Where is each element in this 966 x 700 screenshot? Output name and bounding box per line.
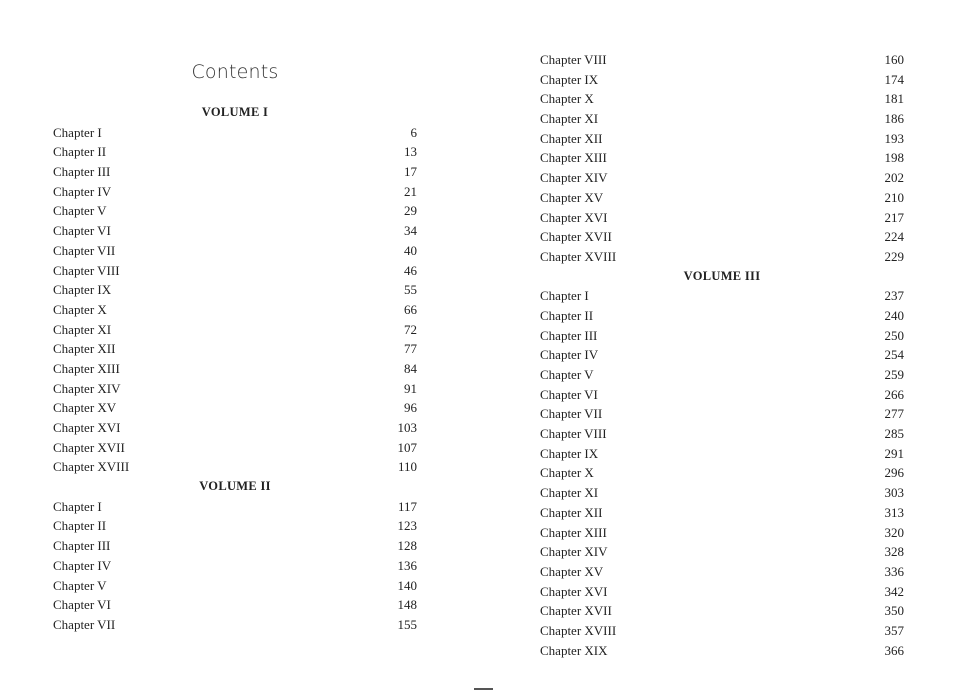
page-number: 266	[884, 386, 904, 402]
toc-entry[interactable]	[53, 142, 417, 162]
page-number: 291	[884, 445, 904, 461]
toc-entry[interactable]	[540, 129, 904, 149]
toc-entry[interactable]	[540, 188, 904, 208]
toc-entry[interactable]	[540, 148, 904, 168]
chapter-label: Chapter II	[53, 518, 107, 534]
volume-heading: VOLUME II	[199, 479, 271, 494]
page-title: Contents	[191, 61, 279, 83]
chapter-label: Chapter XVII	[540, 229, 612, 245]
page-number: 160	[884, 52, 904, 67]
page-number: 66	[404, 301, 417, 317]
toc-entry[interactable]	[53, 261, 417, 281]
chapter-label: Chapter VII	[540, 406, 603, 422]
chapter-label: Chapter XII	[540, 130, 603, 146]
chapter-label: Chapter X	[540, 465, 594, 481]
chapter-label: Chapter XIV	[53, 380, 121, 396]
toc-entry[interactable]	[540, 385, 904, 405]
toc-entry[interactable]	[53, 438, 417, 458]
toc-entry[interactable]	[53, 162, 417, 182]
toc-entry[interactable]	[53, 556, 417, 576]
chapter-label: Chapter IX	[53, 282, 112, 298]
chapter-label: Chapter X	[53, 301, 107, 317]
toc-entry[interactable]	[540, 542, 904, 562]
chapter-label: Chapter VI	[540, 386, 598, 402]
chapter-label: Chapter III	[540, 327, 598, 343]
page-number: 357	[884, 622, 904, 638]
page-number: 237	[884, 288, 904, 304]
chapter-label: Chapter VIII	[540, 426, 607, 442]
chapter-label: Chapter XV	[540, 189, 604, 205]
toc-entry[interactable]	[53, 536, 417, 556]
toc-entry[interactable]	[53, 359, 417, 379]
page-number: 155	[397, 616, 417, 632]
page-number: 217	[884, 209, 904, 225]
chapter-label: Chapter XVII	[540, 603, 612, 619]
page-number: 96	[404, 400, 417, 416]
page-number: 366	[884, 642, 904, 658]
toc-entry[interactable]	[540, 424, 904, 444]
toc-entry[interactable]	[540, 463, 904, 483]
chapter-label: Chapter XI	[53, 321, 112, 337]
chapter-label: Chapter IV	[540, 347, 599, 363]
chapter-label: Chapter VI	[53, 223, 111, 239]
toc-entry[interactable]	[540, 483, 904, 503]
toc-entry[interactable]	[53, 595, 417, 615]
page-number: 13	[404, 144, 417, 160]
chapter-label: Chapter VI	[53, 597, 111, 613]
page-number: 34	[404, 223, 417, 239]
chapter-label: Chapter XV	[540, 563, 604, 579]
page-number: 91	[404, 380, 417, 396]
toc-entry[interactable]	[540, 601, 904, 621]
chapter-label: Chapter V	[53, 577, 107, 593]
toc-entry[interactable]	[540, 345, 904, 365]
chapter-label: Chapter XII	[53, 341, 116, 357]
chapter-label: Chapter IV	[53, 557, 112, 573]
page-number: 198	[884, 150, 904, 166]
chapter-label: Chapter VII	[53, 242, 116, 258]
chapter-label: Chapter III	[53, 164, 111, 180]
page-number: 117	[397, 498, 417, 514]
toc-entry[interactable]	[53, 339, 417, 359]
chapter-label: Chapter XIX	[540, 642, 608, 658]
page-number: 72	[404, 321, 417, 337]
page-number: 110	[397, 459, 417, 475]
page-number: 40	[404, 242, 417, 258]
chapter-label: Chapter I	[540, 288, 589, 304]
volume-heading: VOLUME III	[683, 268, 761, 283]
toc-entry[interactable]	[540, 50, 904, 70]
toc-entry[interactable]	[540, 404, 904, 424]
toc-entry[interactable]	[540, 641, 904, 661]
chapter-label: Chapter XIII	[53, 360, 120, 376]
toc-entry[interactable]	[53, 398, 417, 418]
chapter-label: Chapter I	[53, 124, 102, 140]
page-number: 202	[884, 170, 904, 186]
chapter-label: Chapter I	[53, 498, 102, 514]
chapter-label: Chapter XII	[540, 504, 603, 520]
chapter-label: Chapter XVI	[540, 209, 608, 225]
toc-entry[interactable]	[53, 182, 417, 202]
chapter-label: Chapter VIII	[540, 52, 607, 67]
page-number: 6	[410, 124, 417, 140]
toc-list-right	[540, 50, 904, 660]
page-number: 303	[884, 485, 904, 501]
page-number: 21	[404, 183, 417, 199]
chapter-label: Chapter XV	[53, 400, 117, 416]
page-number: 136	[397, 557, 417, 573]
toc-entry[interactable]	[53, 201, 417, 221]
page-number: 107	[397, 439, 417, 455]
chapter-label: Chapter IX	[540, 445, 599, 461]
page-number: 17	[404, 164, 417, 180]
page-number: 181	[884, 91, 904, 107]
page-number: 229	[884, 248, 904, 264]
toc-entry[interactable]	[53, 516, 417, 536]
chapter-label: Chapter XVII	[53, 439, 125, 455]
toc-entry[interactable]	[540, 503, 904, 523]
chapter-label: Chapter IX	[540, 71, 599, 87]
chapter-label: Chapter XI	[540, 111, 599, 127]
chapter-label: Chapter V	[540, 367, 594, 382]
page-number: 174	[884, 71, 904, 87]
chapter-label: Chapter V	[53, 203, 107, 219]
toc-entry[interactable]	[53, 280, 417, 300]
toc-entry[interactable]	[53, 379, 417, 399]
toc-entry[interactable]	[540, 109, 904, 129]
toc-entry[interactable]	[540, 444, 904, 464]
toc-entry[interactable]	[53, 320, 417, 340]
page-number: 193	[884, 130, 904, 146]
page-number: 285	[884, 426, 904, 442]
page-number: 250	[884, 327, 904, 343]
chapter-label: Chapter XIII	[540, 524, 607, 540]
toc-entry[interactable]	[53, 241, 417, 261]
page-number: 186	[884, 111, 904, 127]
toc-entry[interactable]	[540, 365, 904, 385]
toc-entry[interactable]	[540, 326, 904, 346]
toc-entry[interactable]	[540, 562, 904, 582]
page-number: 350	[884, 603, 904, 619]
page-number: 128	[397, 538, 417, 554]
toc-entry[interactable]	[53, 576, 417, 596]
toc-entry[interactable]	[540, 306, 904, 326]
page-number: 103	[397, 420, 417, 435]
page-number: 336	[884, 563, 904, 579]
page-number: 55	[404, 282, 417, 298]
chapter-label: Chapter II	[540, 307, 594, 323]
toc-entry[interactable]	[540, 70, 904, 90]
page-number: 240	[884, 307, 904, 323]
page-number: 140	[397, 577, 417, 593]
chapter-label: Chapter VIII	[53, 262, 120, 278]
chapter-label: Chapter X	[540, 91, 594, 107]
toc-entry[interactable]	[53, 497, 417, 517]
toc-entry[interactable]	[53, 457, 417, 477]
toc-entry[interactable]	[53, 418, 417, 438]
page-number: 46	[404, 262, 417, 278]
volume-heading: VOLUME I	[201, 105, 269, 119]
toc-entry[interactable]	[540, 523, 904, 543]
page-number: 123	[397, 518, 417, 534]
toc-entry[interactable]	[540, 582, 904, 602]
toc-entry[interactable]	[540, 168, 904, 188]
chapter-label: Chapter XVIII	[53, 459, 130, 475]
page-number: 259	[884, 367, 904, 382]
page-number: 254	[884, 347, 904, 363]
page-number: 313	[884, 504, 904, 520]
toc-entry[interactable]	[53, 221, 417, 241]
page-number: 296	[884, 465, 904, 481]
toc-entry[interactable]	[540, 89, 904, 109]
toc-entry[interactable]	[540, 621, 904, 641]
page-footer-mark	[474, 688, 493, 690]
chapter-label: Chapter XIII	[540, 150, 607, 166]
chapter-label: Chapter XVI	[540, 583, 608, 599]
chapter-label: Chapter XI	[540, 485, 599, 501]
chapter-label: Chapter XIV	[540, 170, 608, 186]
chapter-label: Chapter XVIII	[540, 248, 617, 264]
page-number: 328	[884, 544, 904, 560]
toc-entry[interactable]	[53, 615, 417, 635]
page-number: 320	[884, 524, 904, 540]
chapter-label: Chapter VII	[53, 616, 116, 632]
page-number: 29	[404, 203, 417, 219]
toc-entry[interactable]	[540, 227, 904, 247]
chapter-label: Chapter XVI	[53, 420, 121, 435]
chapter-label: Chapter III	[53, 538, 111, 554]
chapter-label: Chapter IV	[53, 183, 112, 199]
toc-entry[interactable]	[540, 247, 904, 267]
page-number: 148	[397, 597, 417, 613]
page-number: 224	[884, 229, 904, 245]
chapter-label: Chapter XVIII	[540, 622, 617, 638]
chapter-label: Chapter II	[53, 144, 107, 160]
page-number: 210	[884, 189, 904, 205]
toc-list-left	[53, 103, 417, 635]
page-number: 342	[884, 583, 904, 599]
toc-entry[interactable]	[53, 300, 417, 320]
toc-entry[interactable]	[540, 208, 904, 228]
page-number: 277	[884, 406, 904, 422]
toc-entry[interactable]	[540, 286, 904, 306]
page-number: 77	[404, 341, 417, 357]
page-number: 84	[404, 360, 417, 376]
chapter-label: Chapter XIV	[540, 544, 608, 560]
toc-entry[interactable]	[53, 123, 417, 143]
